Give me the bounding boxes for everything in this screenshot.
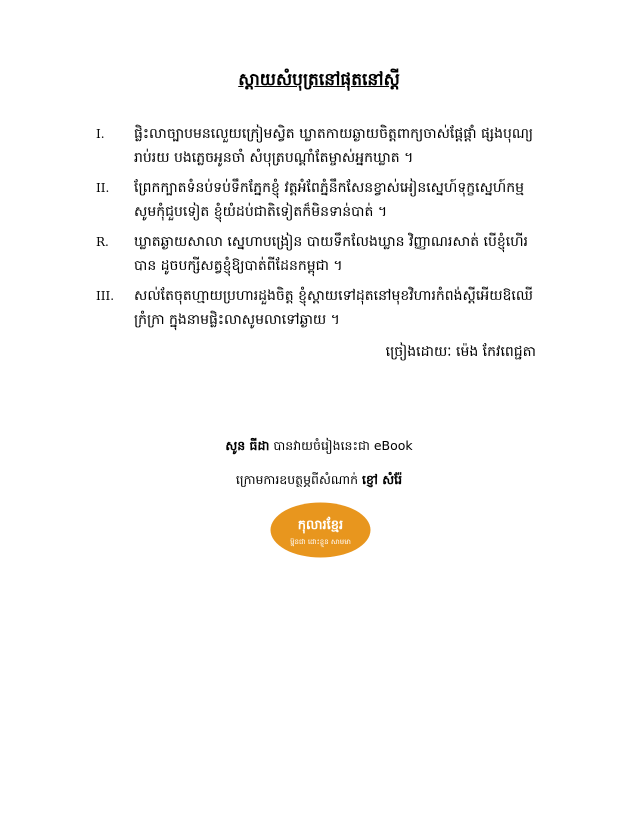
verse-line: ព្រែកក្បាតទំនប់ទប់ទឹកភ្នែកខ្ញុំ វត្តអំពែភ្នំនឹកសែនខ្វាស់អៀនស្នេហ៍ទុក្ខស្នេហ៍កម្ម (134, 180, 524, 196)
verse-line: ក្រំក្រា ក្នុងនាមផ្លិះលាសូមលាទៅឆ្ងាយ ។ (134, 312, 340, 328)
verse-number: III. (96, 289, 115, 303)
verse-line: សូមកុំជួបទៀត ខ្ញុំយំដប់ជាតិទៀតក៏មិនទាន់បាត់ ។ (134, 204, 388, 220)
verse-line: រាប់រយ បងភ្លេចអូនចាំ សំបុត្រប​ណ្តាំតែម្ចាស់អ្នកឃ្លាត ។ (134, 150, 414, 166)
verse-line: សល់តែចុតហ្មាយប្រហារដួងចិត្ត ខ្ញុំស្តាយទៅដុតនៅមុខវិហារកំពង់ស្តីអើយឱឈើ (134, 288, 533, 304)
verse-number: II. (96, 181, 110, 195)
logo-sub-text: ម្ហ៊ុនជា ដោះខ្លួន សាមមា (290, 538, 351, 546)
sponsor-credit (0, 470, 638, 490)
typist-text: បានវាយចំរៀងនេះជា eBook (269, 438, 413, 453)
publisher-logo (270, 502, 371, 558)
singer-credit: ច្រៀងដោយៈ ម៉េង កែវពេជ្ជតា (385, 344, 536, 360)
verse-line: ផ្លិះលាច្បាបមនលេួយក្រៀមស្វិត ឃ្លាតកាយឆ្ងាយចិត្តពាក្យចាស់ផ្តែផ្តាំ ផ្សងបុណ្យ (134, 126, 534, 142)
verse-number: R. (96, 235, 109, 249)
sponsor-name: ខ្ញៅ សំរ៉ែ (362, 472, 403, 487)
typist-credit (0, 436, 638, 456)
verse-number: I. (96, 127, 105, 141)
logo-main-text: កុលារខ្មែរ (297, 518, 344, 533)
verse-line: បាន ដូចបក្សីសត្វខ្ញុំឱ្យបាត់ពីដែនកម្ពុជា ។ (134, 258, 343, 274)
sponsor-text: ក្រោមការឧបត្ថម្ភពីសំណាក់ (235, 472, 363, 487)
song-title: ស្តាយសំបុត្រនៅផុតនៅស្តី (238, 70, 400, 90)
typist-name: សូន ធីដា (225, 438, 270, 453)
verse-line: ឃ្លាតឆ្ងាយសាលា ស្នេហាបង្រៀន បាយទឹកលែងឃ្លាន វិញ្ញាណរសាត់ បើខ្ញុំហើរ (134, 234, 528, 250)
